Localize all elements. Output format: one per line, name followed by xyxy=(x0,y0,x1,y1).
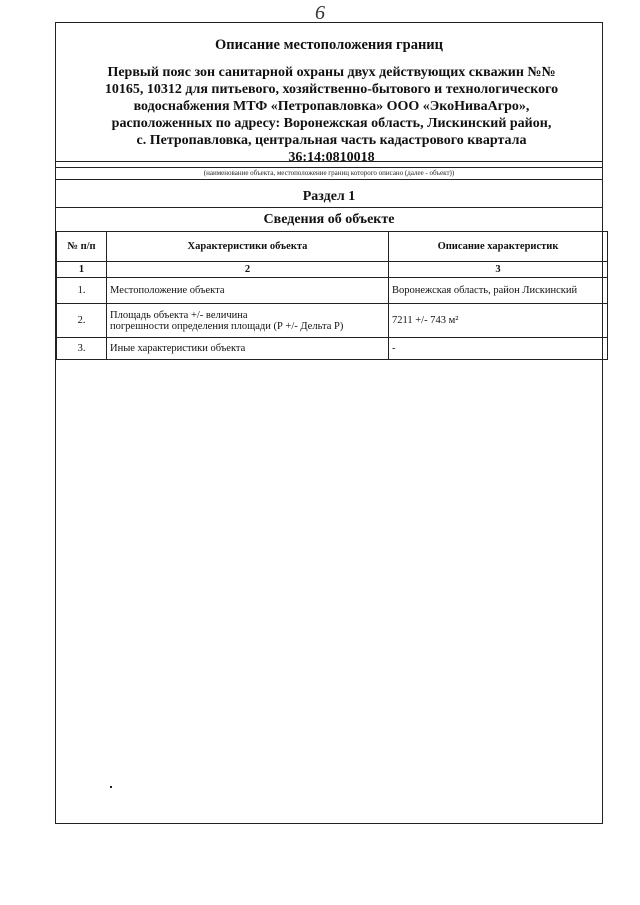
row-characteristic-line: погрешности определения площади (Р +/- Дельта Р) xyxy=(110,320,344,332)
divider-line xyxy=(56,167,602,168)
row-number: 2. xyxy=(57,304,107,338)
table-row xyxy=(57,338,608,360)
section-subtitle: Сведения об объекте xyxy=(263,212,395,227)
column-number-cell: 1 xyxy=(57,262,107,278)
table-row xyxy=(57,278,608,304)
document-frame xyxy=(55,22,603,824)
row-number: 1. xyxy=(57,278,107,304)
divider-line xyxy=(56,179,602,180)
header-cell-number: № п/п xyxy=(57,232,107,262)
subtitle-line: 36:14:0810018 xyxy=(288,150,375,165)
row-description: 7211 +/- 743 м² xyxy=(389,304,608,338)
divider-line xyxy=(56,207,602,208)
row-characteristic-line: Площадь объекта +/- величина xyxy=(110,309,248,321)
row-characteristic: Иные характеристики объекта xyxy=(107,338,389,360)
document-subtitle xyxy=(74,64,589,166)
header-cell-description: Описание характеристик xyxy=(389,232,608,262)
header-cell-characteristic: Характеристики объекта xyxy=(107,232,389,262)
column-number-cell: 3 xyxy=(389,262,608,278)
subtitle-line: с. Петропавловка, центральная часть кадастрового квартала xyxy=(136,133,527,148)
subtitle-line: расположенных по адресу: Воронежская область, Лискинский район, xyxy=(111,116,552,131)
row-characteristic xyxy=(107,304,389,338)
column-number-row xyxy=(57,262,608,278)
stray-mark xyxy=(110,786,112,788)
row-number: 3. xyxy=(57,338,107,360)
row-characteristic: Местоположение объекта xyxy=(107,278,389,304)
table-row xyxy=(57,304,608,338)
subtitle-line: Первый пояс зон санитарной охраны двух действующих скважин №№ xyxy=(107,65,556,80)
object-caption: (наименование объекта, местоположение границ которого описано (далее - объект)) xyxy=(203,169,455,177)
page-number: 6 xyxy=(315,2,325,24)
subtitle-line: 10165, 10312 для питьевого, хозяйственно-бытового и технологического xyxy=(104,82,559,97)
document-title: Описание местоположения границ xyxy=(214,37,444,53)
row-description: - xyxy=(389,338,608,360)
subtitle-line: водоснабжения МТФ «Петропавловка» ООО «ЭкоНиваАгро», xyxy=(133,99,530,114)
characteristics-table xyxy=(56,231,608,360)
row-description: Воронежская область, район Лискинский xyxy=(389,278,608,304)
section-title: Раздел 1 xyxy=(302,189,356,204)
divider-line xyxy=(56,161,602,162)
column-number-cell: 2 xyxy=(107,262,389,278)
table-header-row xyxy=(57,232,608,262)
